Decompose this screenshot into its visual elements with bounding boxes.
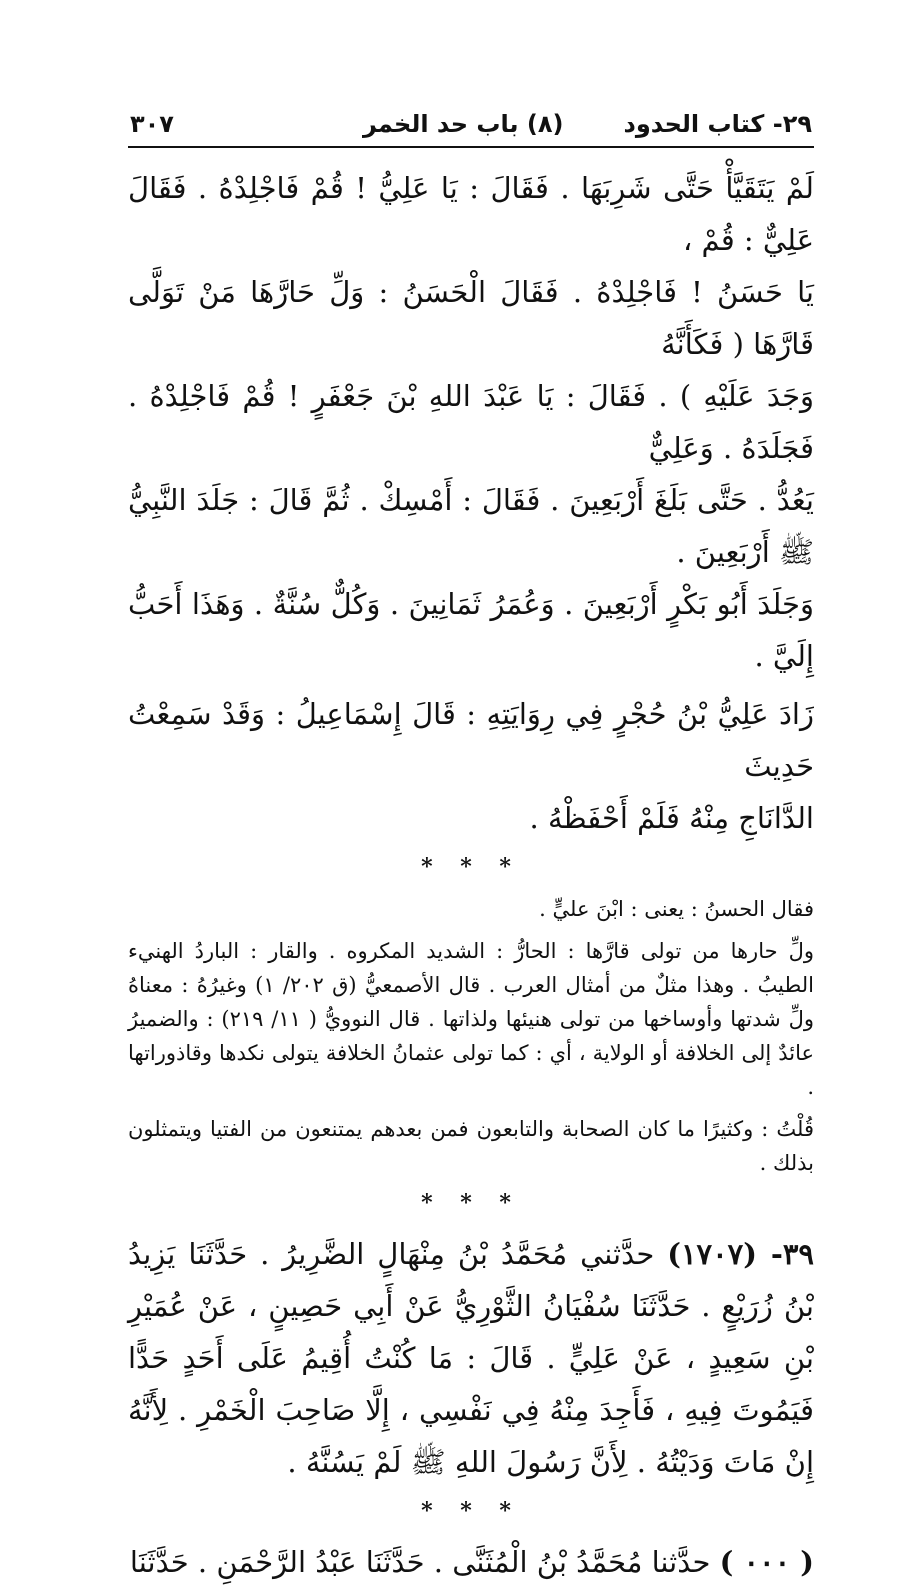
hadith-line: لَمْ يَتَقَيَّأْ حَتَّى شَرِبَهَا . فَقَالَ : يَا عَلِيُّ ! قُمْ فَاجْلِدْهُ . فَقَالَ عَلِيٌّ : قُمْ ،: [128, 171, 814, 257]
section-separator: * * *: [421, 1498, 521, 1524]
hadith-addition: [128, 688, 814, 844]
commentary: [128, 892, 814, 1180]
header-rule: [128, 146, 814, 148]
chapter-title: (٨) باب حد الخمر: [363, 110, 564, 138]
hadith-000: [128, 1536, 814, 1588]
hadith-number: ٣٩- (١٧٠٧): [667, 1237, 815, 1271]
book-title: ٢٩- كتاب الحدود: [623, 110, 812, 138]
running-head: [128, 110, 814, 146]
hadith-main: [128, 162, 814, 682]
commentary-paragraph: قُلْتُ : وكثيرًا ما كان الصحابة والتابعون فمن بعدهم يمتنعون من الفتيا ويتمثلون بذلك .: [128, 1117, 814, 1175]
hadith-number: ( ٠٠٠ ): [719, 1545, 814, 1579]
commentary-paragraph: ولِّ حارها من تولى قارَّها : الحارُّ : الشديد المكروه . والقار : الباردُ الهنيء الطيبُ . وهذا مثلٌ من أمثال العرب . قال الأصمعيُّ (ق ٢٠٢/ ١) وغيرُهُ : معناهُ ولِّ شدتها وأوساخها من تولى هنيئها ولذاتها . قال النوويُّ ( ١١/ ٢١٩) : والضميرُ عائدٌ إلى الخلافة أو الولاية ، أي : كما تولى عثمانُ الخلافة يتولى نكدها وقاذوراتها .: [128, 939, 814, 1099]
hadith-text: حدَّثنا مُحَمَّدُ بْنُ الْمُثَنَّى . حَدَّثَنَا عَبْدُ الرَّحْمَنِ . حَدَّثَنَا: [129, 1545, 711, 1579]
hadith-line: وَجَلَدَ أَبُو بَكْرٍ أَرْبَعِينَ . وَعُمَرُ ثَمَانِينَ . وَكُلٌّ سُنَّةٌ . وَهَذَا أَحَبُّ إِلَيَّ .: [128, 587, 814, 673]
page-number: ٣٠٧: [130, 110, 174, 138]
hadith-text: حدَّثني مُحَمَّدُ بْنُ مِنْهَالٍ الضَّرِيرُ . حَدَّثَنَا يَزِيدُ بْنُ زُرَيْعٍ . حَدَّثَنَا سُفْيَانُ الثَّوْرِيُّ عَنْ أَبِي حَصِينٍ ، عَنْ عُمَيْرِ بْنِ سَعِيدٍ ، عَنْ عَلِيٍّ . قَالَ : مَا كُنْتُ أُقِيمُ عَلَى أَحَدٍ حَدًّا فَيَمُوتَ فِيهِ ، فَأَجِدَ مِنْهُ فِي نَفْسِي ، إِلَّا صَاحِبَ الْخَمْرِ . لِأَنَّهُ إِنْ مَاتَ وَدَيْتُهُ . لِأَنَّ رَسُولَ اللهِ ﷺ لَمْ يَسُنَّهُ .: [128, 1237, 814, 1479]
page: [128, 110, 814, 1588]
hadith-line: الدَّانَاجِ مِنْهُ فَلَمْ أَحْفَظْهُ .: [529, 801, 814, 835]
hadith-line: زَادَ عَلِيُّ بْنُ حُجْرٍ فِي رِوَايَتِهِ : قَالَ إِسْمَاعِيلُ : وَقَدْ سَمِعْتُ حَدِيثَ: [128, 697, 814, 783]
hadith-line: يَعُدُّ . حَتَّى بَلَغَ أَرْبَعِينَ . فَقَالَ : أَمْسِكْ . ثُمَّ قَالَ : جَلَدَ النَّبِيُّ ﷺ أَرْبَعِينَ .: [128, 483, 814, 569]
hadith-line: يَا حَسَنُ ! فَاجْلِدْهُ . فَقَالَ الْحَسَنُ : وَلِّ حَارَّهَا مَنْ تَوَلَّى قَارَّهَا ( فَكَأَنَّهُ: [128, 275, 814, 361]
commentary-paragraph: فقال الحسنُ : يعنى : ابْنَ عليٍّ .: [539, 897, 814, 921]
hadith-line: وَجَدَ عَلَيْهِ ) . فَقَالَ : يَا عَبْدَ اللهِ بْنَ جَعْفَرٍ ! قُمْ فَاجْلِدْهُ . فَجَلَدَهُ . وَعَلِيٌّ: [128, 379, 814, 465]
section-separator: * * *: [421, 854, 521, 880]
hadith-39: [128, 1228, 814, 1488]
section-separator: * * *: [421, 1190, 521, 1216]
